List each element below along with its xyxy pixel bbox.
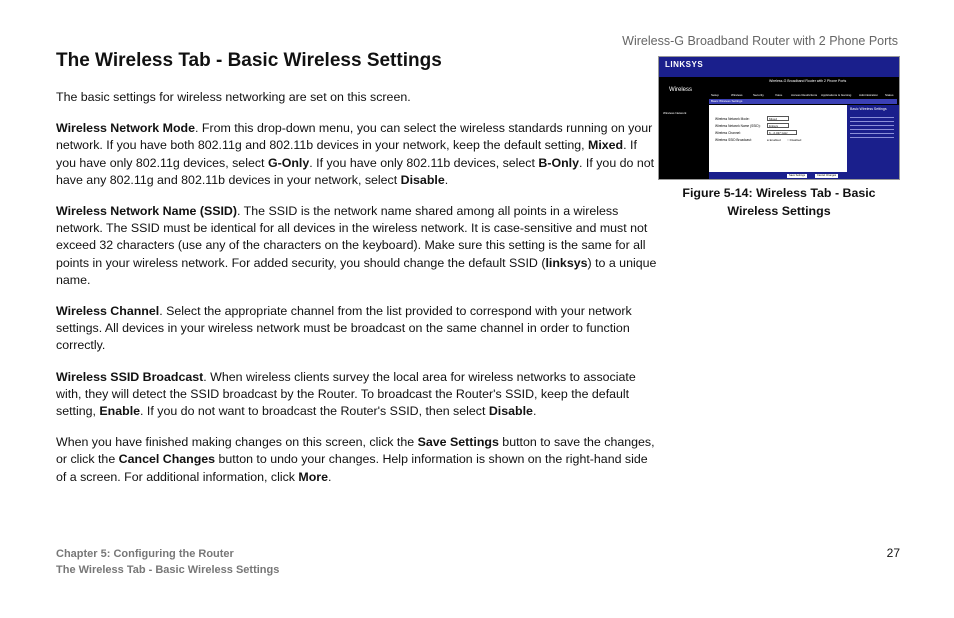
bold-text: G-Only: [267, 155, 310, 170]
cancel-changes-button: Cancel Changes: [817, 174, 837, 177]
ssid-input: linksys: [767, 123, 789, 128]
footer-section: The Wireless Tab - Basic Wireless Settings: [56, 564, 280, 576]
screenshot-tab: Wireless: [731, 93, 743, 97]
screenshot-subtab-bar: [709, 99, 897, 104]
footer: [56, 546, 279, 578]
broadcast-disabled-radio: ○ Disabled: [787, 138, 802, 142]
text: . The SSID is the network name shared among all points in a wireless network. The SSID must be identical for all devices in the wireless network. It is case-sensitive and must not exceed 32 characters (use any of the characters on the keyboard). Make sure this setting is the same for all points in your wireless network. For added security, you should change the default SSID (: [56, 204, 648, 270]
mode-term: Wireless Network Mode: [56, 121, 195, 136]
channel-label: Wireless Channel:: [715, 131, 741, 135]
help-text-line: [850, 117, 894, 118]
screenshot-tab: Security: [753, 93, 764, 97]
screenshot-tab: Applications & Gaming: [821, 93, 852, 97]
screenshot-tab: Voice: [775, 93, 783, 97]
router-ui-screenshot: [658, 56, 900, 180]
screenshot-subtab: Basic Wireless Settings: [711, 99, 743, 103]
text: .: [532, 404, 537, 419]
text: . From this drop-down menu, you can select the wireless standards running on your network. If you have both 802.11g and 802.11b devices in your network, keep the default setting,: [56, 121, 653, 153]
ssid-label: Wireless Network Name (SSID):: [715, 124, 761, 128]
bold-text: Disable: [400, 172, 445, 187]
ssid-paragraph: [56, 203, 660, 289]
screenshot-left-caption: Wireless Network: [663, 111, 687, 115]
screenshot-tab: Administration: [859, 93, 879, 97]
radio-label: Enabled: [769, 138, 781, 142]
screenshot-button-bar: [709, 172, 847, 179]
running-header: Wireless-G Broadband Router with 2 Phone Ports: [622, 34, 898, 48]
linksys-logo: LINKSYS: [665, 60, 704, 69]
channel-select: 6 - 2.437 GHz: [767, 130, 797, 135]
help-text-line: [850, 133, 894, 134]
bold-text: Disable: [488, 404, 533, 419]
text: . If you do not have any 802.11g and 802.11b devices in your network, select: [56, 155, 655, 187]
broadcast-paragraph: [56, 369, 660, 421]
bold-text: Enable: [99, 404, 141, 419]
figure-screenshot: [658, 56, 900, 180]
help-text-line: [850, 121, 894, 122]
broadcast-label: Wireless SSID Broadcast:: [715, 138, 752, 142]
screenshot-tab: Status: [885, 93, 894, 97]
ssid-term: Wireless Network Name (SSID): [56, 204, 237, 219]
text: When you have finished making changes on this screen, click the: [56, 435, 418, 450]
text: . When wireless clients survey the local area for wireless networks to associate with, they will detect the SSID broadcast by the Router. To broadcast the Router's SSID, keep the default setting,: [56, 369, 636, 419]
text: . If you have only 802.11g devices, select: [56, 138, 637, 170]
text: button to undo your changes. Help information is shown on the right-hand side of a screen. For additional information, click: [56, 452, 648, 484]
bold-text: Mixed: [588, 138, 624, 153]
page-title: The Wireless Tab - Basic Wireless Settings: [56, 50, 442, 71]
mode-label: Wireless Network Mode:: [715, 117, 750, 121]
figure-caption: Figure 5-14: Wireless Tab - Basic Wireless Settings: [682, 186, 876, 218]
screenshot-product-name: Wireless-G Broadband Router with 2 Phone Ports: [769, 79, 847, 83]
bold-text: linksys: [545, 255, 588, 270]
mode-paragraph: [56, 120, 660, 189]
radio-label: Disabled: [789, 138, 802, 142]
screenshot-help-column: [847, 105, 899, 179]
text: ) to a unique name.: [56, 255, 657, 287]
help-text-line: [850, 137, 894, 138]
intro-paragraph: The basic settings for wireless networking are set on this screen.: [56, 90, 411, 104]
broadcast-enabled-radio: ● Enabled: [767, 138, 781, 142]
channel-paragraph: [56, 303, 660, 355]
bold-text: Cancel Changes: [118, 452, 216, 467]
screenshot-section-label: Wireless: [669, 87, 693, 93]
text: .: [328, 469, 332, 484]
text: button to save the changes, or click the: [56, 435, 655, 467]
page-number: 27: [886, 546, 900, 560]
save-settings-button: Save Settings: [789, 174, 806, 177]
finish-paragraph: [56, 434, 660, 486]
mode-select: Mixed: [767, 116, 789, 121]
help-text-line: [850, 125, 894, 126]
screenshot-help-heading: Basic Wireless Settings: [850, 107, 887, 111]
broadcast-term: Wireless SSID Broadcast: [56, 369, 204, 384]
footer-chapter: Chapter 5: Configuring the Router: [56, 548, 234, 560]
body-text: [56, 89, 660, 500]
screenshot-left-column: [659, 105, 709, 179]
bold-text: Save Settings: [417, 435, 499, 450]
screenshot-tab: Access Restrictions: [791, 93, 818, 97]
text: . If you have only 802.11b devices, select: [309, 155, 539, 170]
channel-term: Wireless Channel: [56, 304, 160, 319]
text: .: [444, 172, 449, 187]
bold-text: More: [298, 469, 329, 484]
text: . Select the appropriate channel from the list provided to correspond with your network settings. All devices in your wireless network must be broadcast on the same channel in order to function correctly.: [56, 304, 632, 353]
screenshot-tab: Setup: [711, 93, 719, 97]
bold-text: B-Only: [538, 155, 580, 170]
help-text-line: [850, 129, 894, 130]
text: . If you do not want to broadcast the Router's SSID, then select: [140, 404, 489, 419]
